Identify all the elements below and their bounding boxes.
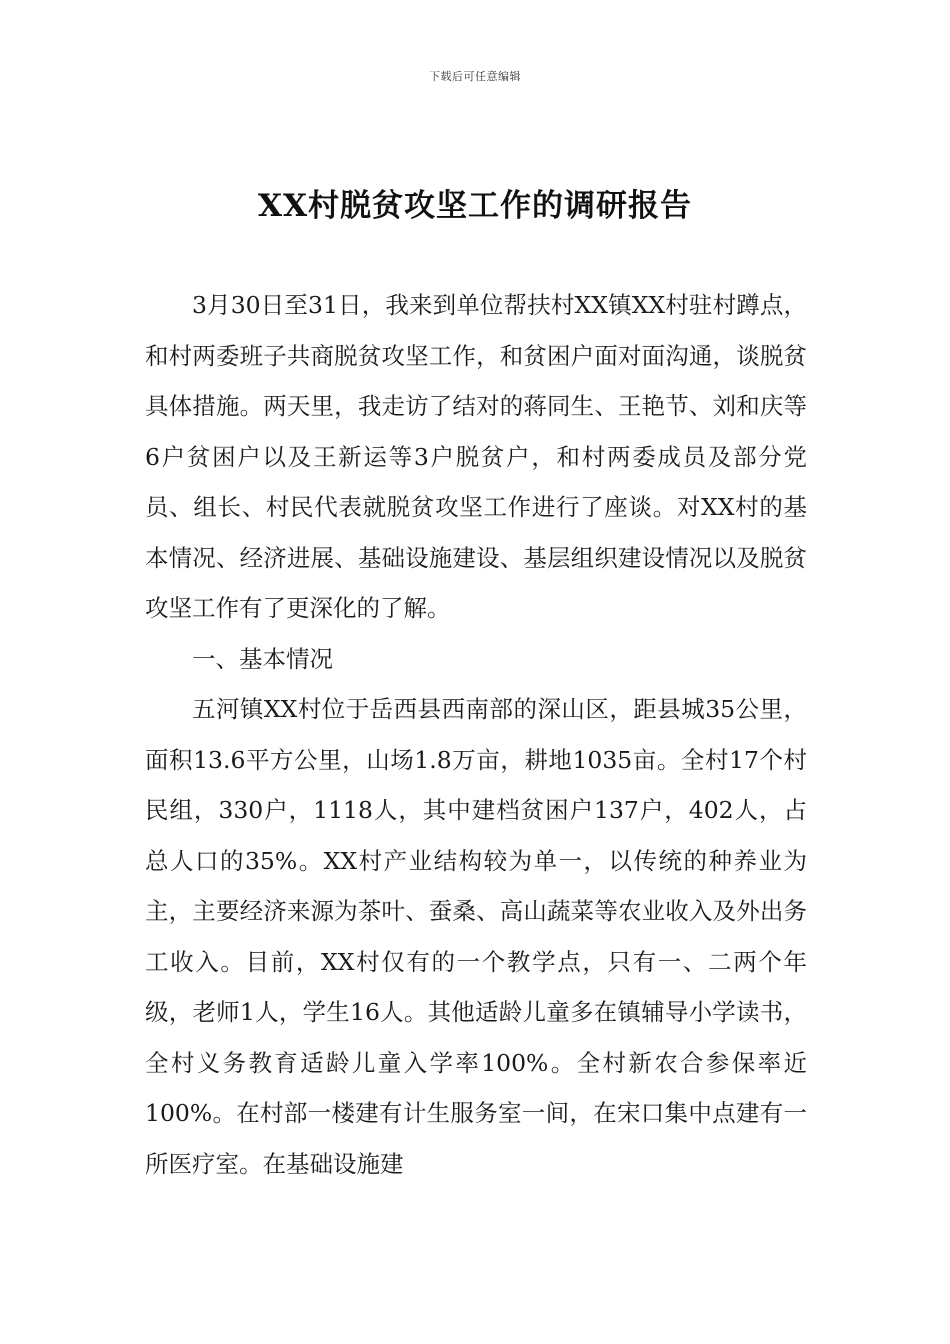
document-body	[145, 280, 807, 1189]
document-title: XX村脱贫攻坚工作的调研报告	[257, 188, 693, 224]
paragraph-basic-info: 五河镇XX村位于岳西县西南部的深山区，距县城35公里，面积13.6平方公里，山场1.8万亩，耕地1035亩。全村17个村民组，330户，1118人，其中建档贫困户137户，402人，占总人口的35%。XX村产业结构较为单一，以传统的种养业为主，主要经济来源为茶叶、蚕桑、高山蔬菜等农业收入及外出务工收入。目前，XX村仅有的一个教学点，只有一、二两个年级，老师1人，学生16人。其他适龄儿童多在镇辅导小学读书，全村义务教育适龄儿童入学率100%。全村新农合参保率近100%。在村部一楼建有计生服务室一间，在宋口集中点建有一所医疗室。在基础设施建	[145, 695, 807, 1178]
paragraph-intro: 3月30日至31日，我来到单位帮扶村XX镇XX村驻村蹲点，和村两委班子共商脱贫攻坚工作，和贫困户面对面沟通，谈脱贫具体措施。两天里，我走访了结对的蒋同生、王艳节、刘和庆等6户贫困户以及王新运等3户脱贫户，和村两委成员及部分党员、组长、村民代表就脱贫攻坚工作进行了座谈。对XX村的基本情况、经济进展、基础设施建设、基层组织建设情况以及脱贫攻坚工作有了更深化的了解。	[145, 291, 807, 622]
page-header-note: 下载后可任意编辑	[429, 70, 521, 83]
section-heading-basic-info: 一、基本情况	[192, 644, 333, 673]
